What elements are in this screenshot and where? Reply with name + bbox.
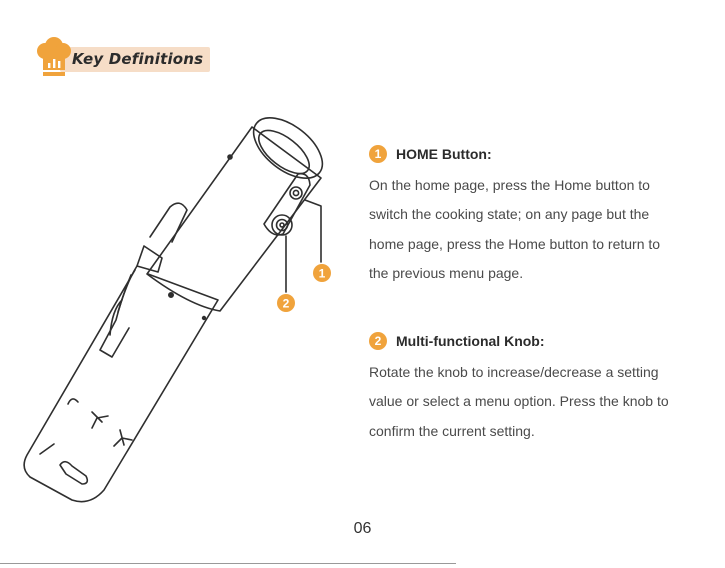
device-clip xyxy=(100,203,187,357)
page-number: 06 xyxy=(353,520,372,537)
header-title: Key Definitions xyxy=(72,50,204,68)
definition-body: Rotate the knob to increase/decrease a setting value or select a menu option. Press the knob to confirm the current setting. xyxy=(369,364,669,439)
illustration-marker-1 xyxy=(313,264,331,282)
number-badge: 1 xyxy=(369,145,387,163)
svg-text:1: 1 xyxy=(318,266,326,281)
multi-functional-knob xyxy=(272,215,292,235)
number-badge: 2 xyxy=(369,332,387,350)
home-button xyxy=(290,187,302,199)
definition-home-button xyxy=(369,143,709,288)
definition-heading xyxy=(369,143,709,165)
bottom-rule xyxy=(0,563,456,564)
definition-heading xyxy=(369,330,709,352)
definition-title: HOME Button: xyxy=(396,146,492,162)
definition-title: Multi-functional Knob: xyxy=(396,333,545,349)
definition-body: On the home page, press the Home button to switch the cooking state; on any page but the home page, press the Home button to return to the previous menu page. xyxy=(369,177,661,281)
definition-multi-functional-knob xyxy=(369,330,709,446)
svg-text:2: 2 xyxy=(282,296,290,311)
illustration-marker-2 xyxy=(277,294,295,312)
